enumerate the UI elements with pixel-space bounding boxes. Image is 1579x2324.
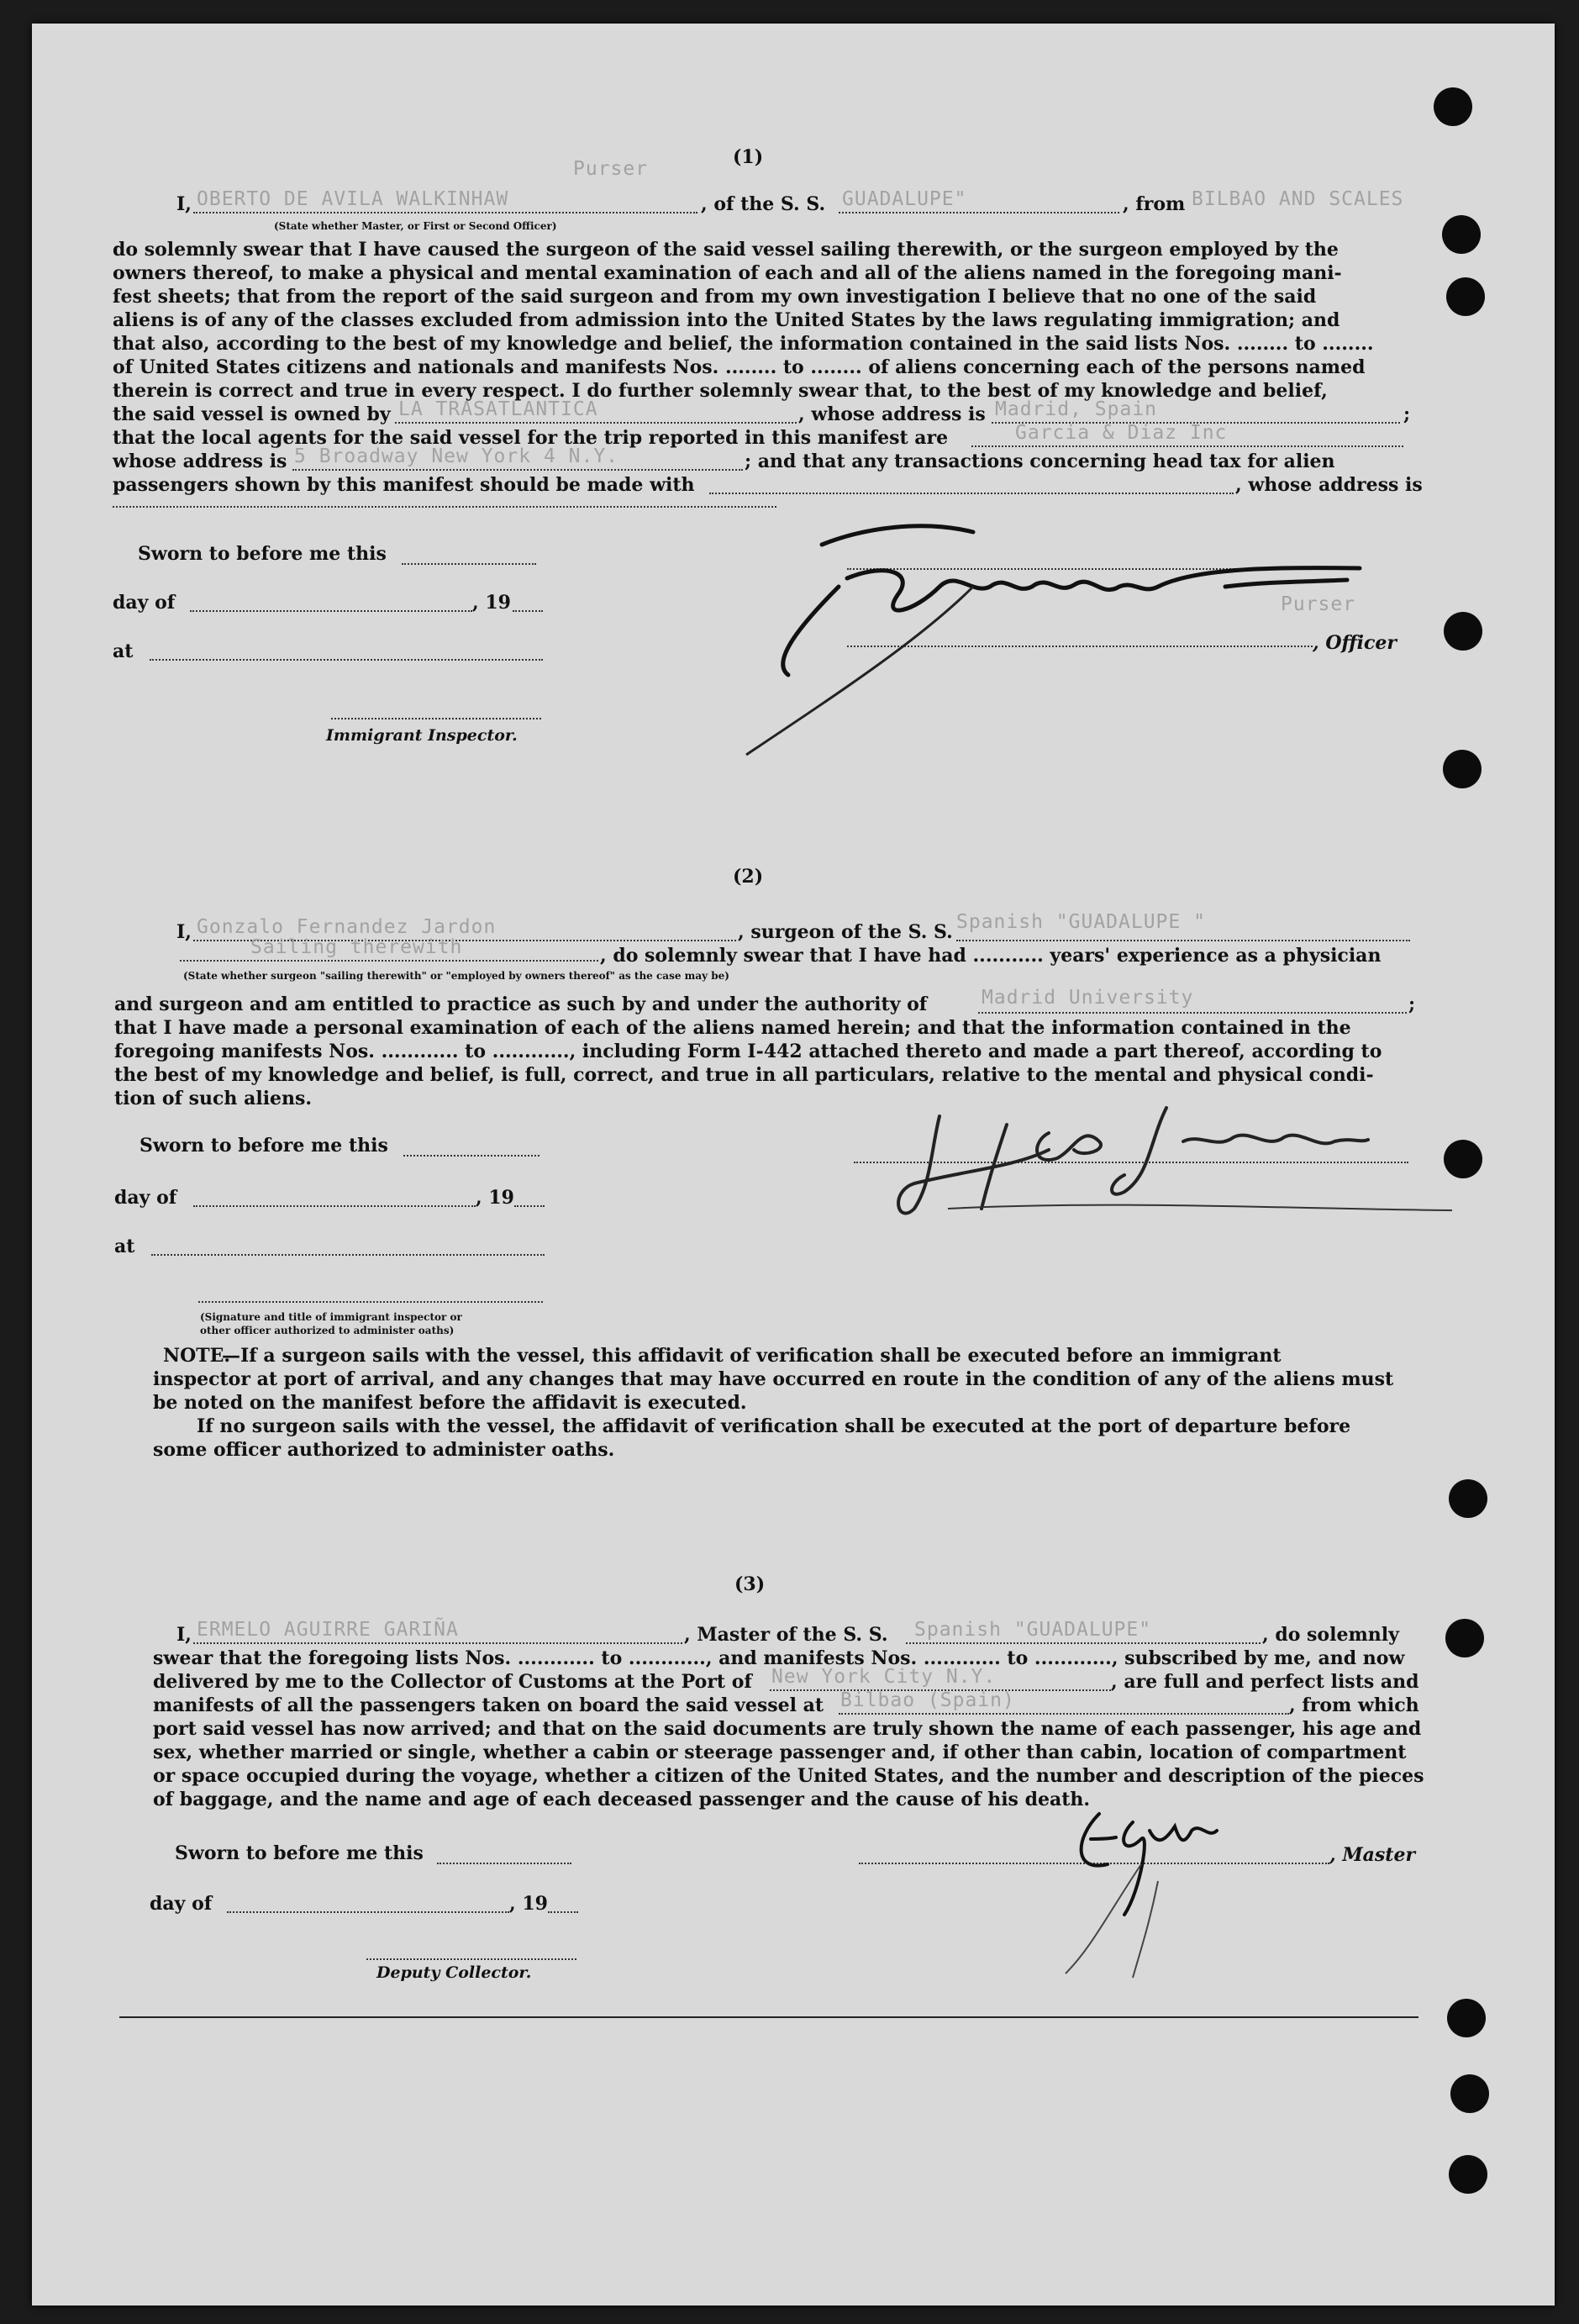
punch-hole	[1442, 215, 1481, 254]
punch-hole	[1443, 750, 1482, 788]
punch-hole	[1444, 612, 1482, 651]
authority-line	[978, 1012, 1407, 1014]
collector-caption: Deputy Collector.	[376, 1963, 532, 1982]
at-label-1: at	[113, 640, 134, 662]
note-label: NOTE.	[163, 1345, 231, 1367]
punch-hole	[1449, 1479, 1487, 1518]
section-number-2: (2)	[733, 866, 764, 888]
surgeon-status-note: (State whether surgeon "sailing therewith" or "employed by owners thereof" as the case may be)	[183, 970, 729, 982]
owner-address: Madrid, Spain	[995, 398, 1158, 420]
authority-typed: Madrid University	[982, 987, 1194, 1009]
sworn-label-3: Sworn to before me this	[175, 1842, 424, 1864]
owned-by-label: the said vessel is owned by	[113, 403, 391, 425]
affiant-i-3: I,	[176, 1624, 192, 1646]
s2-line-2: foregoing manifests Nos. ............ to ............, including Form I-442 attached thereto and made a part thereof, according to	[114, 1041, 1382, 1062]
master-caption: , Master	[1329, 1844, 1416, 1866]
whose-address-label-1: , whose address is	[798, 403, 986, 425]
whose-address-label-2: whose address is	[113, 451, 287, 472]
sworn-line-2	[403, 1155, 539, 1157]
semicolon-1: ;	[1403, 403, 1411, 425]
inspector-line	[331, 718, 541, 719]
s1-line-6: of United States citizens and nationals and manifests Nos. ........ to ........ of aliens concerning each of the persons named	[113, 356, 1366, 378]
s2-line-3: the best of my knowledge and belief, is full, correct, and true in all particulars, relative to the mental and physical condi-	[114, 1064, 1374, 1086]
passengers-line: passengers shown by this manifest should be made with	[113, 474, 695, 496]
s1-line-3: fest sheets; that from the report of the said surgeon and from my own investigation I believe that no one of the said	[113, 286, 1317, 308]
ship-line-1	[839, 212, 1119, 213]
surgeon-signature	[864, 1091, 1469, 1242]
note-line-3: be noted on the manifest before the affidavit is executed.	[153, 1392, 747, 1414]
ship-name-2: Spanish "GUADALUPE "	[956, 911, 1206, 933]
day-of-label-1: day of	[113, 592, 176, 614]
agents-address-line	[292, 469, 743, 471]
s1-line-4: aliens is of any of the classes excluded from admission into the United States by the laws regulating immigration; and	[113, 309, 1340, 331]
at-label-2: at	[114, 1236, 135, 1257]
s3-line-4: of baggage, and the name and age of each deceased passenger and the cause of his death.	[153, 1789, 1091, 1810]
ship-line-3	[906, 1642, 1261, 1644]
bottom-rule	[119, 2016, 1418, 2018]
s1-line-7: therein is correct and true in every respect. I do further solemnly swear that, to the best of my knowledge and belief,	[113, 380, 1328, 402]
year-line-3	[548, 1911, 578, 1913]
punch-hole	[1450, 2074, 1489, 2113]
s2-line-4: tion of such aliens.	[114, 1088, 313, 1109]
s1-line-2: owners thereof, to make a physical and mental examination of each and all of the aliens named in the foregoing mani-	[113, 262, 1342, 284]
inspector-caption: Immigrant Inspector.	[326, 726, 518, 745]
departure-port-typed: Bilbao (Spain)	[840, 1689, 1015, 1711]
affiant-i-1: I,	[176, 193, 192, 215]
punch-hole	[1446, 277, 1485, 316]
are-full-label: , are full and perfect lists and	[1111, 1671, 1419, 1693]
swear-line: swear that the foregoing lists Nos. ............ to ............, and manifests Nos. ............ to ............, subscribed by me, and now	[153, 1647, 1405, 1669]
sworn-line-1	[402, 563, 536, 565]
affiant-i-2: I,	[176, 921, 192, 943]
officer-name-line	[193, 212, 697, 213]
officer-name: OBERTO DE AVILA WALKINHAW	[197, 188, 509, 210]
officer-signature	[721, 494, 1410, 763]
officer-caption: , Officer	[1313, 632, 1397, 654]
master-signature	[1040, 1789, 1259, 1982]
day-of-label-3: day of	[150, 1893, 213, 1915]
day-line-1	[190, 610, 472, 612]
day-line-3	[227, 1911, 509, 1913]
surgeon-name: Gonzalo Fernandez Jardon	[197, 916, 497, 938]
s3-line-3: or space occupied during the voyage, whether a citizen of the United States, and the number and description of the pieces	[153, 1765, 1424, 1787]
sailing-typed: Sailing therewith	[250, 936, 463, 958]
note-line-4: If no surgeon sails with the vessel, the affidavit of verification shall be executed at the port of departure before	[197, 1415, 1351, 1437]
sworn-label-2: Sworn to before me this	[139, 1135, 388, 1157]
punch-hole	[1447, 1999, 1486, 2037]
agents-name: Garcia & Diaz Inc	[1015, 422, 1228, 444]
master-name-line	[193, 1642, 682, 1644]
passengers-dots-2	[113, 506, 776, 508]
oath-caption-2: other officer authorized to administer oaths)	[200, 1325, 455, 1336]
from-label: , from	[1123, 193, 1186, 215]
day-line-2	[193, 1205, 476, 1207]
of-ss-label: , of the S. S.	[701, 193, 826, 215]
whose-address-label-3: , whose address is	[1235, 474, 1423, 496]
note-line-2: inspector at port of arrival, and any changes that may have occurred en route in the condition of any of the aliens must	[153, 1368, 1394, 1390]
note-line-1: —If a surgeon sails with the vessel, this affidavit of verification shall be executed before an immigrant	[222, 1345, 1282, 1367]
owner-name: LA TRASATLANTICA	[398, 398, 598, 420]
s1-line-1: do solemnly swear that I have caused the surgeon of the said vessel sailing therewith, or the surgeon employed by the	[113, 239, 1339, 261]
year-line-2	[514, 1205, 545, 1207]
punch-hole	[1445, 1619, 1484, 1657]
oath-officer-line	[198, 1301, 543, 1303]
oath-caption-1: (Signature and title of immigrant inspector or	[200, 1311, 462, 1323]
punch-hole	[1434, 87, 1472, 126]
at-line-2	[151, 1254, 545, 1256]
sworn-label-1: Sworn to before me this	[138, 543, 387, 565]
note-line-5: some officer authorized to administer oaths.	[153, 1439, 615, 1461]
year-label-3: , 19	[509, 1893, 548, 1915]
swear-text: , do solemnly swear that I have had ........... years' experience as a physician	[600, 945, 1382, 967]
agents-address: 5 Broadway New York 4 N.Y.	[294, 445, 619, 467]
purser-typed-sig: Purser	[1281, 593, 1356, 615]
ship-name-3: Spanish "GUADALUPE"	[914, 1619, 1152, 1641]
section-number-1: (1)	[733, 146, 764, 168]
surgeon-of-label: , surgeon of the S. S.	[738, 921, 953, 943]
at-line-1	[150, 659, 543, 661]
from-port: BILBAO AND SCALES	[1192, 188, 1404, 210]
master-name: ERMELO AGUIRRE GARIÑA	[197, 1619, 459, 1641]
owner-line	[395, 422, 797, 424]
punch-hole	[1449, 2155, 1487, 2194]
departure-line	[839, 1713, 1289, 1715]
collector-line	[366, 1958, 576, 1960]
s1-line-5: that also, according to the best of my knowledge and belief, the information contained in the said lists Nos. ........ to ........	[113, 333, 1374, 355]
port-typed: New York City N.Y.	[771, 1666, 997, 1688]
year-label-1: , 19	[472, 592, 511, 614]
from-which-label: , from which	[1289, 1694, 1419, 1716]
year-line-1	[513, 610, 543, 612]
semicolon-2: ;	[1408, 993, 1416, 1015]
do-solemnly-label: , do solemnly	[1262, 1624, 1399, 1646]
agents-line	[971, 445, 1403, 447]
head-tax-text: ; and that any transactions concerning head tax for alien	[745, 451, 1335, 472]
sailing-line	[180, 960, 598, 962]
ship-name-1: GUADALUPE"	[842, 188, 967, 210]
delivered-label: delivered by me to the Collector of Customs at the Port of	[153, 1671, 752, 1693]
master-of-label: , Master of the S. S.	[684, 1624, 888, 1646]
local-agents-label: that the local agents for the said vessel for the trip reported in this manifest are	[113, 427, 949, 449]
s3-line-2: sex, whether married or single, whether a cabin or steerage passenger and, if other than cabin, location of compartment	[153, 1742, 1407, 1763]
year-label-2: , 19	[476, 1187, 514, 1209]
purser-typed-top: Purser	[573, 158, 649, 180]
ship-line-2	[956, 940, 1410, 941]
day-of-label-2: day of	[114, 1187, 177, 1209]
authority-label: and surgeon and am entitled to practice as such by and under the authority of	[114, 993, 928, 1015]
s2-line-1: that I have made a personal examination of each of the aliens named herein; and that the information contained in the	[114, 1017, 1351, 1039]
form-page	[32, 24, 1555, 2306]
section-number-3: (3)	[734, 1573, 766, 1595]
s3-line-1: port said vessel has now arrived; and that on the said documents are truly shown the name of each passenger, his age and	[153, 1718, 1422, 1740]
officer-rank-note: (State whether Master, or First or Second Officer)	[274, 220, 557, 232]
sworn-line-3	[437, 1863, 571, 1864]
manifests-label: manifests of all the passengers taken on board the said vessel at	[153, 1694, 824, 1716]
